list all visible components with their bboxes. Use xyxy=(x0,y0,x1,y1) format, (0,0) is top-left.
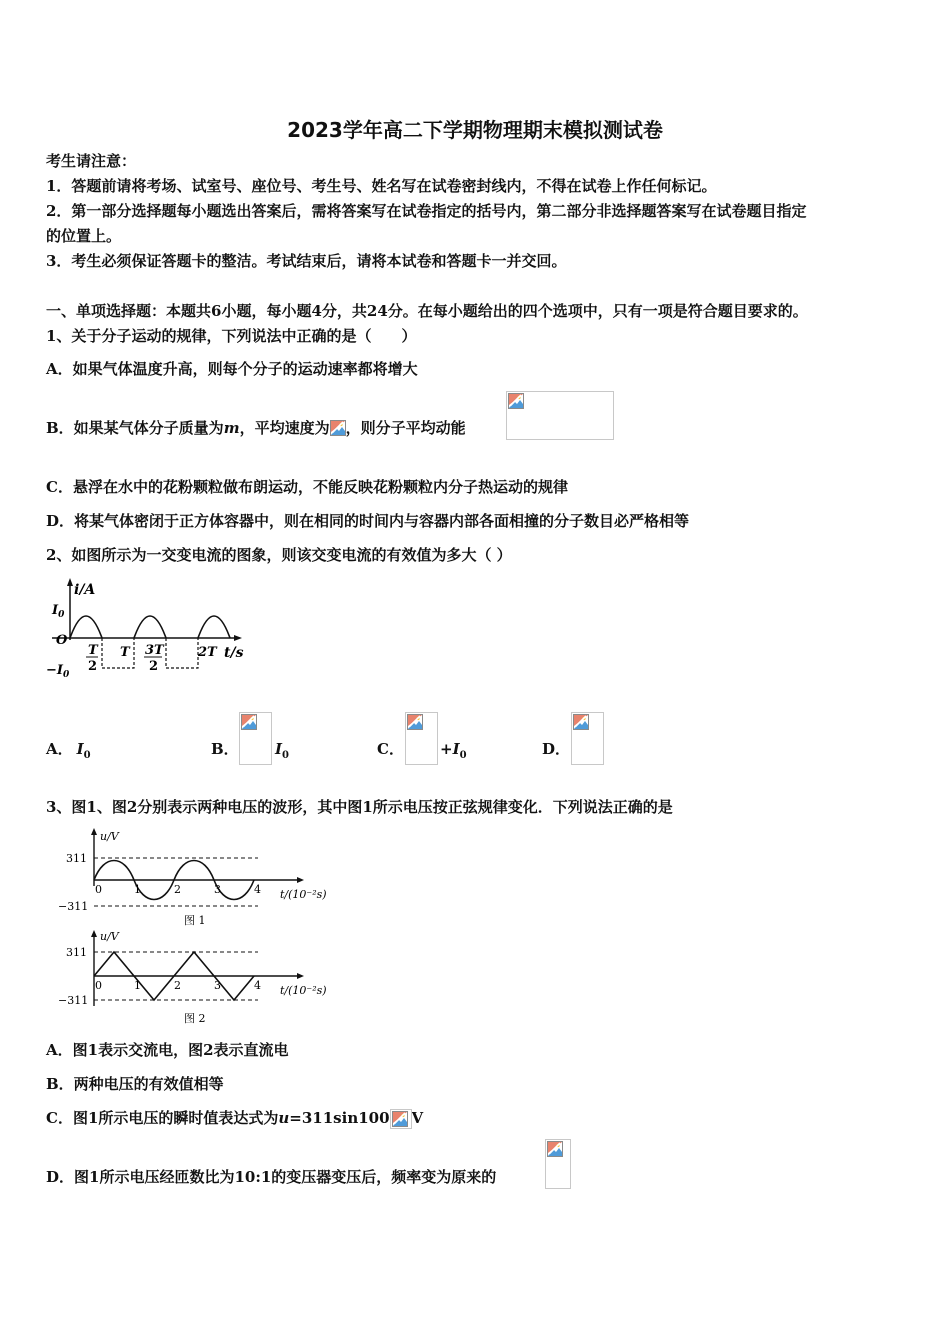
fig2-x-label: t/(10⁻²s) xyxy=(280,984,327,997)
q2-b-subscript: 0 xyxy=(282,750,289,761)
q2-a-label: A． xyxy=(46,740,73,758)
fig1-tick-0: 0 xyxy=(95,883,102,896)
fig2-x-arrow xyxy=(297,973,304,979)
broken-image-icon xyxy=(241,714,257,730)
q2-c-value: +I xyxy=(440,740,460,758)
tick-t-denominator: 2 xyxy=(88,659,98,674)
fig1-x-arrow xyxy=(297,877,304,883)
q2-a-subscript: 0 xyxy=(83,750,91,761)
x-axis-label: t/s xyxy=(224,645,244,661)
q1-option-a: A．如果气体温度升高，则每个分子的运动速率都将增大 xyxy=(46,360,418,378)
fig1-y-label: u/V xyxy=(100,830,119,843)
fig1-pos-label: 311 xyxy=(66,852,87,865)
fig2-y-arrow xyxy=(91,930,97,937)
page-title: 2023学年高二下学期物理期末模拟测试卷 xyxy=(287,118,663,142)
i0-label: $I_0$ xyxy=(52,603,65,620)
q2-option-a xyxy=(46,739,91,766)
figure-2 xyxy=(58,930,327,1025)
q3-c-unit: V xyxy=(411,1109,424,1127)
q2-option-d-label: D． xyxy=(542,740,571,758)
q2-option-b-value xyxy=(275,739,289,766)
fig1-tick-4: 4 xyxy=(254,883,261,896)
q1-b-text-3: ，则分子平均动能 xyxy=(345,419,466,437)
tick-3t-numerator: 3T xyxy=(145,643,164,658)
fig2-tick-0: 0 xyxy=(95,979,102,992)
tick-t-numerator: T xyxy=(88,643,98,658)
q3-c-formula-image xyxy=(390,1109,412,1129)
fig2-pos-label: 311 xyxy=(66,946,87,959)
fig1-neg-label: −311 xyxy=(58,900,89,913)
fig1-tick-2: 2 xyxy=(174,883,181,896)
notice-line-3: 3．考生必须保证答题卡的整洁。考试结束后，请将本试卷和答题卡一并交回。 xyxy=(46,252,567,270)
broken-image-icon xyxy=(407,714,423,730)
origin-label: O xyxy=(56,633,68,648)
q3-option-d: D．图1所示电压经匝数比为10:1的变压器变压后，频率变为原来的 xyxy=(46,1168,497,1186)
q1-b-text-1: B．如果某气体分子质量为 xyxy=(46,419,224,437)
fig2-tick-4: 4 xyxy=(254,979,261,992)
fig2-y-label: u/V xyxy=(100,930,119,943)
notice-line-1: 1．答题前请将考场、试室号、座位号、考生号、姓名写在试卷密封线内，不得在试卷上作任何标记。 xyxy=(46,177,717,195)
q3-option-a: A．图1表示交流电，图2表示直流电 xyxy=(46,1041,289,1059)
fig2-tick-3: 3 xyxy=(214,979,221,992)
q2-b-value: I xyxy=(275,740,283,758)
negative-pulse-2 xyxy=(166,638,198,668)
notice-line-2b: 的位置上。 xyxy=(46,227,122,245)
broken-image-icon xyxy=(392,1111,408,1127)
q2-c-subscript: 0 xyxy=(459,750,467,761)
fig2-neg-label: −311 xyxy=(58,994,89,1007)
q1-b-text-2: ，平均速度为 xyxy=(239,419,330,437)
q2-option-c-label: C． xyxy=(377,740,404,758)
q3-option-c xyxy=(46,1108,423,1129)
figure-1 xyxy=(58,828,327,927)
fig2-caption: 图 2 xyxy=(184,1012,206,1025)
formula-image xyxy=(506,391,614,440)
q1-option-d: D．将某气体密闭于正方体容器中，则在相同的时间内与容器内部各面相撞的分子数目必严格相等 xyxy=(46,512,690,530)
notice-line-2a: 2．第一部分选择题每小题选出答案后，需将答案写在试卷指定的括号内，第二部分非选择题答案写在试卷题目指定 xyxy=(46,202,807,220)
q2-option-c-value xyxy=(440,739,467,766)
q3-voltage-figures xyxy=(52,826,342,1031)
q1-option-b xyxy=(46,418,466,438)
y-axis-arrow xyxy=(67,578,73,586)
q1-stem: 1、关于分子运动的规律，下列说法中正确的是（ ） xyxy=(46,327,417,345)
neg-i0-label: $-I_0$ xyxy=(46,663,70,680)
x-axis-arrow xyxy=(234,635,242,641)
q2-current-graph xyxy=(44,574,254,684)
notice-heading: 考生请注意： xyxy=(46,152,137,170)
fig1-caption: 图 1 xyxy=(184,914,206,927)
fig1-x-label: t/(10⁻²s) xyxy=(280,888,327,901)
q1-b-mass: m xyxy=(223,419,240,437)
fig2-tick-2: 2 xyxy=(174,979,181,992)
broken-image-icon xyxy=(508,393,524,409)
y-axis-label: i/A xyxy=(74,582,96,598)
fig2-tick-1: 1 xyxy=(134,979,141,992)
tick-T: T xyxy=(120,645,130,660)
fig1-y-arrow xyxy=(91,828,97,835)
tick-2T: 2T xyxy=(198,645,217,660)
wave-hump-2 xyxy=(134,616,166,638)
q3-c-symbol-u: u xyxy=(278,1109,290,1127)
broken-image-icon xyxy=(330,420,346,436)
q2-b-formula-image xyxy=(239,712,272,765)
q2-a-value: I xyxy=(76,740,84,758)
fig1-tick-1: 1 xyxy=(134,883,141,896)
fig1-tick-3: 3 xyxy=(214,883,221,896)
q3-c-text-1: C．图1所示电压的瞬时值表达式为 xyxy=(46,1109,279,1127)
q3-option-b: B．两种电压的有效值相等 xyxy=(46,1075,224,1093)
section-heading: 一、单项选择题：本题共6小题，每小题4分，共24分。在每小题给出的四个选项中，只有一项是符合题目要求的。 xyxy=(46,302,808,320)
q2-d-formula-image xyxy=(571,712,604,765)
broken-image-icon xyxy=(573,714,589,730)
q3-d-formula-image xyxy=(545,1139,571,1189)
q3-c-text-2: =311sin100 xyxy=(289,1109,390,1127)
broken-image-icon xyxy=(547,1141,563,1157)
q1-option-c: C．悬浮在水中的花粉颗粒做布朗运动，不能反映花粉颗粒内分子热运动的规律 xyxy=(46,478,568,496)
q3-stem: 3、图1、图2分别表示两种电压的波形，其中图1所示电压按正弦规律变化．下列说法正确的是 xyxy=(46,798,673,816)
tick-3t-denominator: 2 xyxy=(149,659,159,674)
q2-option-b-label: B． xyxy=(211,740,239,758)
q2-c-formula-image xyxy=(405,712,438,765)
wave-hump-1 xyxy=(70,616,102,638)
wave-hump-3 xyxy=(198,616,230,638)
q2-stem: 2、如图所示为一交变电流的图象，则该交变电流的有效值为多大（ ） xyxy=(46,546,512,564)
